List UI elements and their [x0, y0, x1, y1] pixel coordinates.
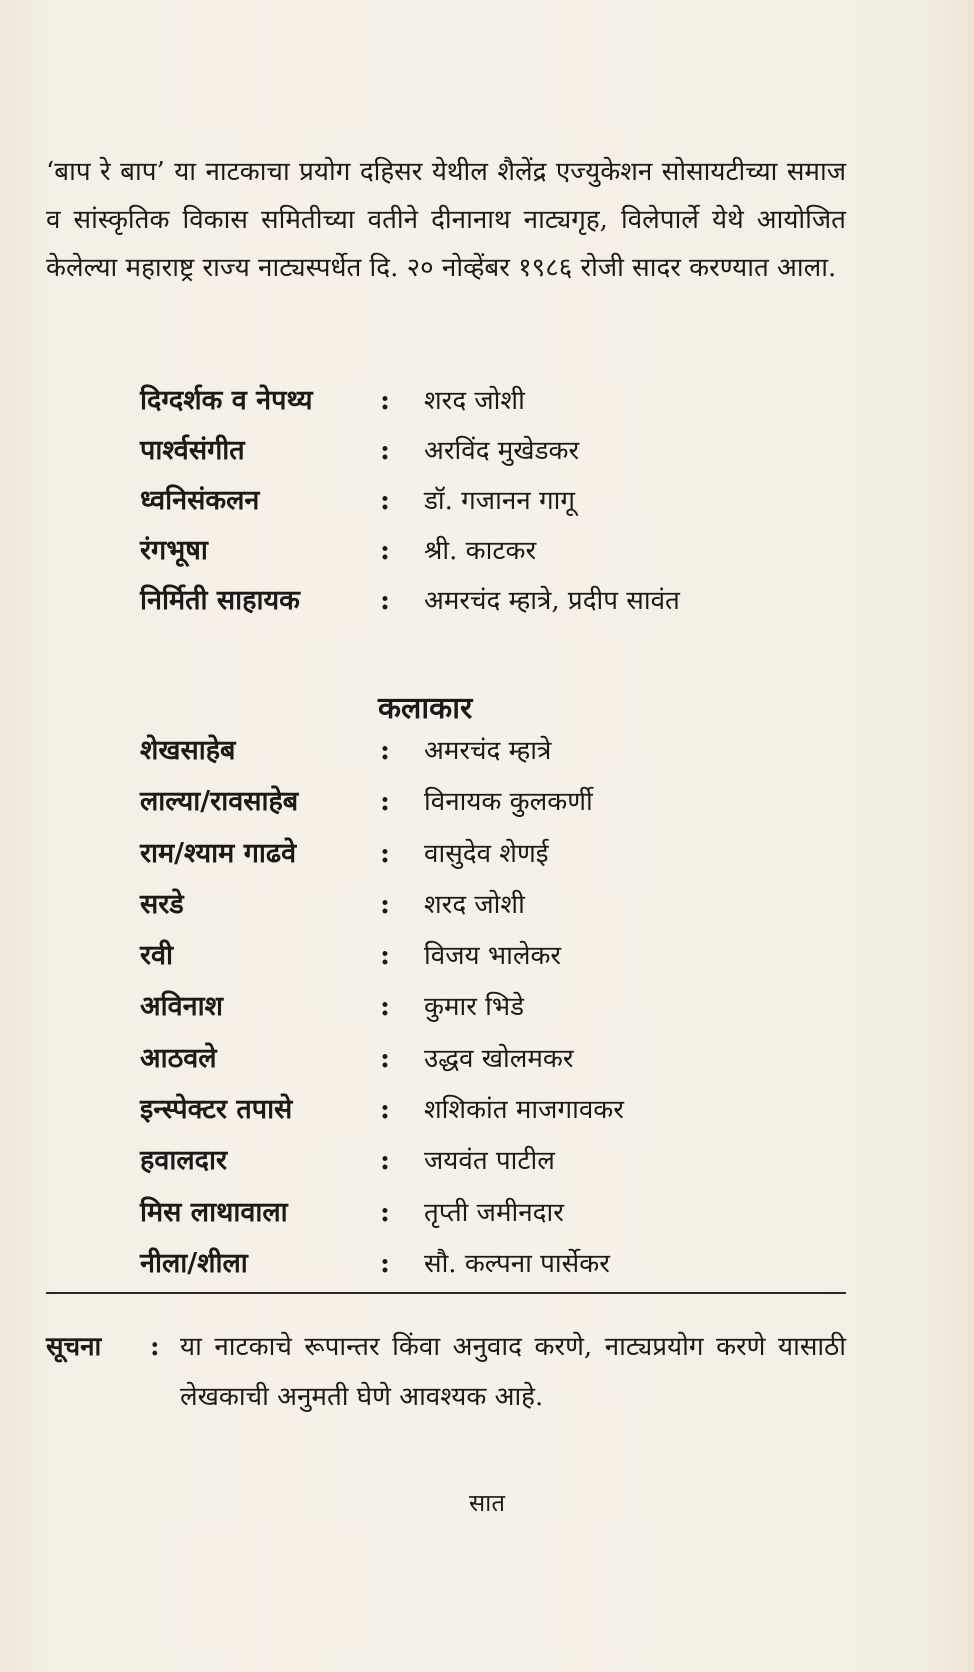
cast-name: विजय भालेकर: [424, 941, 562, 972]
cast-separator: :: [380, 1094, 390, 1126]
cast-separator: :: [380, 991, 390, 1023]
cast-row: [140, 935, 840, 986]
cast-role: इन्स्पेक्टर तपासे: [140, 1094, 293, 1126]
cast-role: नीला/शीला: [140, 1247, 248, 1279]
cast-role: शेखसाहेब: [140, 735, 236, 766]
cast-separator: :: [380, 1042, 390, 1074]
cast-name: शशिकांत माजगावकर: [424, 1095, 624, 1126]
cast-name: उद्धव खोलमकर: [424, 1043, 574, 1074]
credit-role: दिग्दर्शक व नेपथ्य: [140, 385, 313, 416]
credit-name: श्री. काटकर: [424, 536, 537, 566]
cast-row: [140, 1089, 840, 1140]
cast-role: अविनाश: [140, 991, 223, 1023]
credit-separator: :: [380, 435, 390, 466]
cast-separator: :: [380, 1145, 390, 1177]
note-separator: :: [150, 1332, 160, 1362]
credit-name: अरविंद मुखेडकर: [424, 436, 580, 466]
page-number: सात: [468, 1489, 506, 1517]
credits-list: [140, 380, 840, 630]
cast-role: रवी: [140, 940, 174, 972]
cast-separator: :: [380, 1247, 390, 1279]
cast-row: [140, 1243, 840, 1294]
cast-separator: :: [380, 837, 390, 869]
cast-row: [140, 1038, 840, 1089]
cast-row: [140, 1192, 840, 1243]
cast-role: लाल्या/रावसाहेब: [140, 786, 299, 818]
credit-row: [140, 430, 840, 480]
credit-separator: :: [380, 485, 390, 516]
credit-role: ध्वनिसंकलन: [140, 485, 260, 516]
intro-paragraph-block: [46, 148, 846, 292]
cast-row: [140, 884, 840, 935]
cast-name: वासुदेव शेणई: [424, 838, 549, 869]
horizontal-divider: [46, 1292, 846, 1294]
credit-role: रंगभूषा: [140, 535, 208, 566]
note-text: या नाटकाचे रूपान्तर किंवा अनुवाद करणे, नाट्यप्रयोग करणे यासाठी लेखकाची अनुमती घेणे आवश्यक आहे.: [180, 1332, 846, 1412]
cast-role: राम/श्याम गाढवे: [140, 837, 297, 869]
credit-separator: :: [380, 385, 390, 416]
cast-role: आठवले: [140, 1042, 217, 1074]
cast-name: अमरचंद म्हात्रे: [424, 736, 552, 766]
credit-row: [140, 380, 840, 430]
cast-list: [140, 730, 840, 1294]
intro-paragraph: ‘बाप रे बाप’ या नाटकाचा प्रयोग दहिसर येथील शैलेंद्र एज्युकेशन सोसायटीच्या समाज व सांस्कृतिक विकास समितीच्या वतीने दीनानाथ नाट्यगृह, विलेपार्ले येथे आयोजित केलेल्या महाराष्ट्र राज्य नाट्यस्पर्धेत दि. २० नोव्हेंबर १९८६ रोजी सादर करण्यात आला.: [46, 157, 846, 283]
cast-name: कुमार भिडे: [424, 992, 525, 1023]
cast-role: मिस लाथावाला: [140, 1196, 288, 1228]
credit-name: अमरचंद म्हात्रे, प्रदीप सावंत: [424, 586, 680, 616]
credit-separator: :: [380, 535, 390, 566]
credit-separator: :: [380, 585, 390, 616]
credit-role: पार्श्वसंगीत: [140, 435, 245, 466]
cast-row: [140, 986, 840, 1037]
cast-separator: :: [380, 888, 390, 920]
cast-row: [140, 730, 840, 781]
cast-separator: :: [380, 1196, 390, 1228]
cast-name: शरद जोशी: [424, 889, 525, 920]
credit-row: [140, 580, 840, 630]
cast-row: [140, 1140, 840, 1191]
cast-separator: :: [380, 735, 390, 766]
credit-role: निर्मिती साहायक: [140, 585, 300, 616]
cast-role: हवालदार: [140, 1145, 228, 1177]
note-block: [46, 1322, 846, 1422]
credit-name: शरद जोशी: [424, 386, 525, 416]
cast-separator: :: [380, 940, 390, 972]
note-label: सूचना: [46, 1332, 102, 1362]
cast-name: जयवंत पाटील: [424, 1146, 555, 1177]
credit-row: [140, 530, 840, 580]
cast-name: सौ. कल्पना पार्सेकर: [424, 1248, 610, 1279]
cast-name: विनायक कुलकर्णी: [424, 787, 593, 818]
credit-name: डॉ. गजानन गागू: [424, 486, 575, 516]
cast-row: [140, 781, 840, 832]
credit-row: [140, 480, 840, 530]
cast-heading: कलाकार: [378, 691, 473, 726]
cast-role: सरडे: [140, 888, 184, 920]
cast-name: तृप्ती जमीनदार: [424, 1197, 564, 1228]
cast-row: [140, 833, 840, 884]
cast-separator: :: [380, 786, 390, 818]
